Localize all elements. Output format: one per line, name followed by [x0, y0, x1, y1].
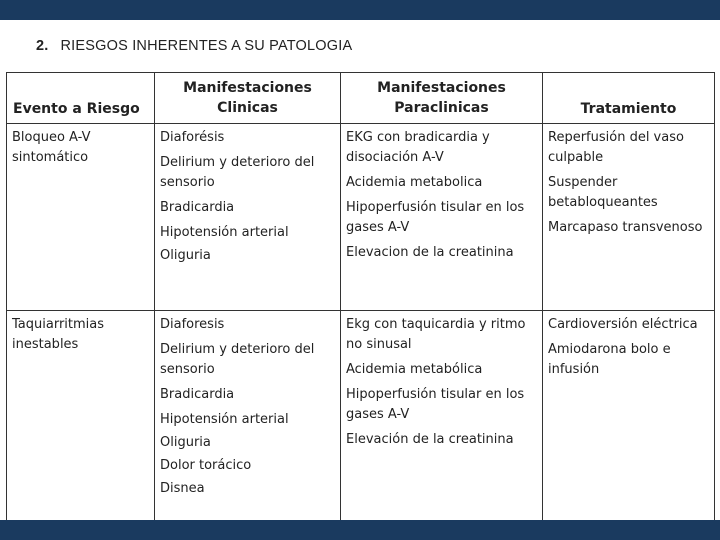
evento-text: Bloqueo A-V sintomático	[12, 130, 91, 165]
paraclinica-item: Elevacion de la creatinina	[346, 245, 514, 260]
clinica-item: Hipotensión arterial	[160, 412, 289, 427]
table-header-row	[7, 73, 715, 124]
section-number: 2.	[36, 38, 49, 54]
clinica-item: Bradicardia	[160, 387, 235, 402]
clinica-item: Dolor torácico	[160, 458, 252, 473]
clinica-item: Oliguria	[160, 435, 211, 450]
section-title: RIESGOS INHERENTES A SU PATOLOGIA	[60, 38, 353, 54]
tratamiento-item: Reperfusión del vaso culpable	[548, 130, 684, 165]
header-paraclinicas: Manifestaciones Paraclinicas	[341, 73, 543, 124]
clinica-item: Delirium y deterioro del sensorio	[160, 342, 315, 377]
tratamiento-cell	[543, 124, 715, 311]
document-page	[0, 20, 720, 520]
paraclinicas-cell	[341, 311, 543, 521]
paraclinica-item: Hipoperfusión tisular en los gases A-V	[346, 387, 525, 422]
clinica-item: Disnea	[160, 481, 205, 496]
clinicas-cell	[155, 311, 341, 521]
evento-cell	[7, 124, 155, 311]
table-row	[7, 124, 715, 311]
clinicas-cell	[155, 124, 341, 311]
clinica-item: Diaforésis	[160, 130, 225, 145]
paraclinica-item: Hipoperfusión tisular en los gases A-V	[346, 200, 525, 235]
paraclinica-item: Acidemia metabolica	[346, 175, 483, 190]
header-tratamiento: Tratamiento	[543, 73, 715, 124]
evento-text: Taquiarritmias inestables	[12, 317, 105, 352]
risk-table	[6, 72, 715, 520]
clinica-item: Bradicardia	[160, 200, 235, 215]
tratamiento-item: Amiodarona bolo e infusión	[548, 342, 671, 377]
clinica-item: Oliguria	[160, 248, 211, 263]
paraclinica-item: Acidemia metabólica	[346, 362, 483, 377]
tratamiento-cell	[543, 311, 715, 521]
paraclinica-item: Ekg con taquicardia y ritmo no sinusal	[346, 317, 526, 352]
bottom-frame	[0, 520, 720, 540]
paraclinica-item: EKG con bradicardia y disociación A-V	[346, 130, 490, 165]
table-row	[7, 311, 715, 521]
header-clinicas: Manifestaciones Clinicas	[155, 73, 341, 124]
header-evento: Evento a Riesgo	[7, 73, 155, 124]
paraclinica-item: Elevación de la creatinina	[346, 432, 514, 447]
clinica-item: Delirium y deterioro del sensorio	[160, 155, 315, 190]
section-heading	[36, 38, 352, 54]
tratamiento-item: Cardioversión eléctrica	[548, 317, 698, 332]
tratamiento-item: Suspender betabloqueantes	[548, 175, 658, 210]
tratamiento-item: Marcapaso transvenoso	[548, 220, 703, 235]
clinica-item: Diaforesis	[160, 317, 225, 332]
clinica-item: Hipotensión arterial	[160, 225, 289, 240]
paraclinicas-cell	[341, 124, 543, 311]
evento-cell	[7, 311, 155, 521]
